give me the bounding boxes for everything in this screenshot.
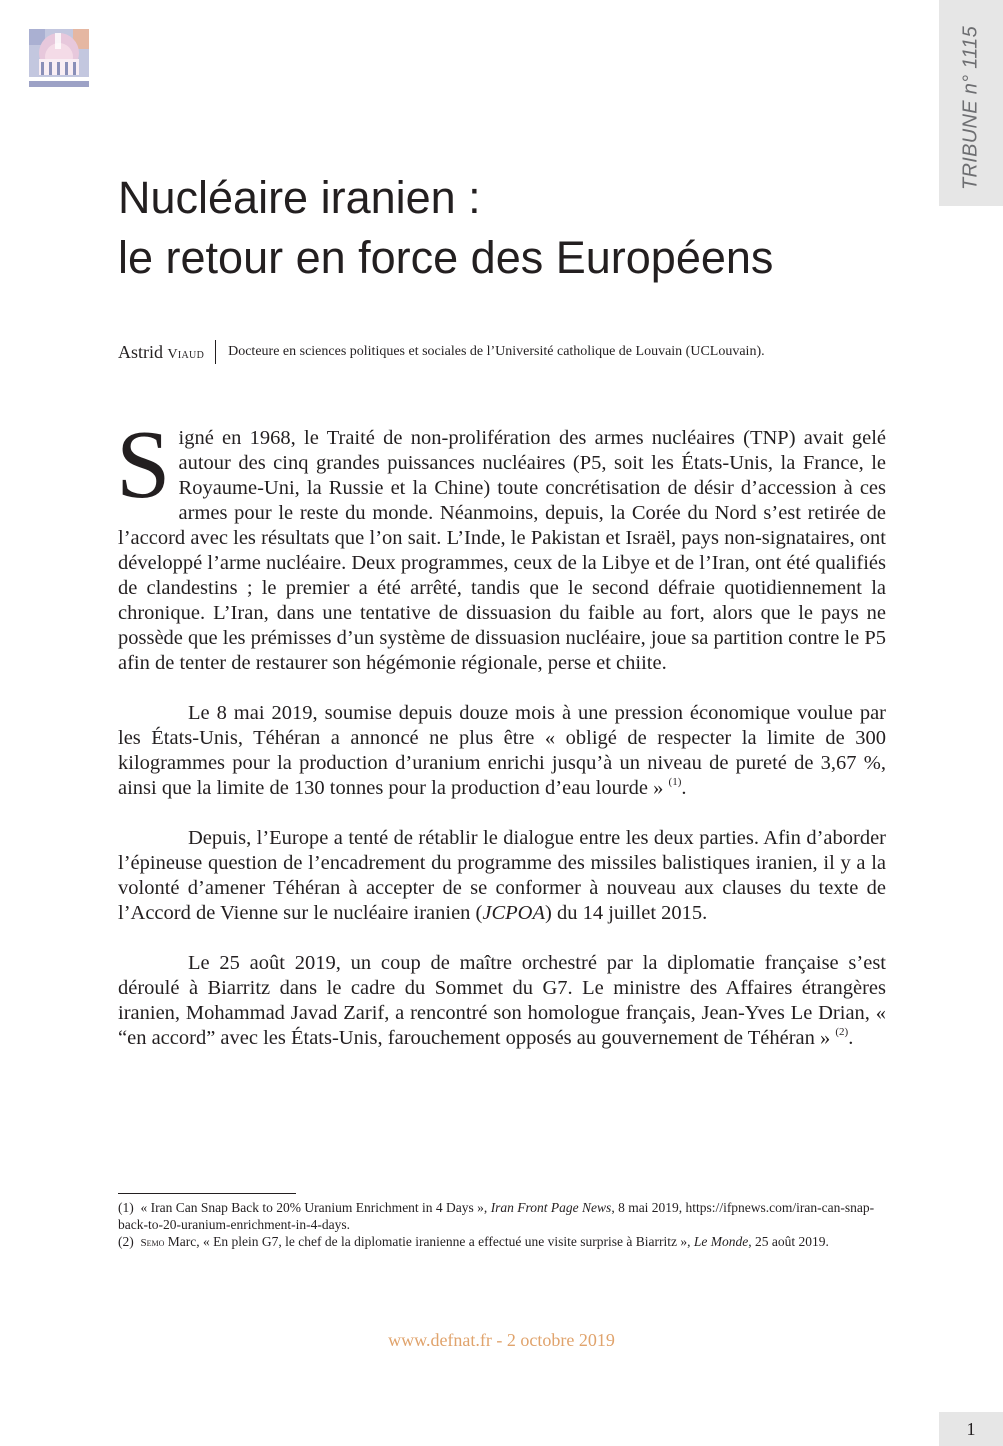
paragraph-4: [118, 951, 886, 1051]
paragraph-3-before: Depuis, l’Europe a tenté de rétablir le dialogue entre les deux parties. Afin d’aborder l’épineuse question de l’encadrement du programme des missiles balistiques iranien, il y a la volonté d’amener Téhéran à accepter de se conformer à nouveau aux clauses du texte de l’Accord de Vienne sur le nucléaire iranien (: [118, 827, 886, 924]
footnote-ref-2[interactable]: (2): [835, 1026, 849, 1038]
paragraph-3: [118, 826, 886, 926]
paragraph-1-text: igné en 1968, le Traité de non-prolifération des armes nucléaires (TNP) avait gelé autour des cinq grandes puissances nucléaires (P5, soit les États-Unis, la France, le Royaume-Uni, la Russie et la Chine) toute concrétisation de désir d’accession à ces armes pour le reste du monde. Néanmoins, depuis, la Corée du Nord s’est retirée de l’accord avec les résultats que l’on sait. L’Inde, le Pakistan et Israël, pays non-signataires, ont développé l’arme nucléaire. Deux programmes, ceux de la Libye et de l’Iran, ont été qualifiés de clandestins ; le premier a été arrêté, tandis que le second défraie quotidiennement la chronique. L’Iran, dans une tentative de dissuasion du faible au fort, alors que le pays ne possède que les prémisses d’un système de dissuasion nucléaire, joue sa partition contre le P5 afin de tenter de restaurer son hégémonie régionale, perse et chiite.: [118, 427, 886, 674]
author-row: [118, 340, 765, 364]
article-title: [118, 168, 918, 288]
footnote-1-after[interactable]: , 8 mai 2019, https://ifpnews.com/iran-can-snap-back-to-20-uranium-enrichment-in-4-days.: [118, 1200, 875, 1232]
article-body: [116, 411, 886, 1051]
footnote-2-before: Marc, « En plein G7, le chef de la diplomatie iranienne a effectué une visite surprise à Biarritz »,: [167, 1234, 691, 1249]
paragraph-3-after: ) du 14 juillet 2015.: [545, 902, 708, 924]
footnote-2-after: , 25 août 2019.: [748, 1234, 829, 1249]
paragraph-4-end: .: [848, 1027, 854, 1049]
author-name: [118, 342, 204, 363]
tribune-label: TRIBUNE n° 1115: [959, 25, 982, 191]
footnotes: [118, 1199, 886, 1252]
author-separator: [215, 340, 216, 364]
paragraph-3-italic: JCPOA: [482, 902, 546, 924]
footnote-2-author: Semo: [140, 1237, 165, 1249]
tribune-side-tab: [939, 0, 1003, 206]
paragraph-1: [116, 411, 886, 676]
publication-logo: [29, 29, 89, 88]
footnote-1-number: (1): [118, 1200, 134, 1215]
author-first-name: Astrid: [118, 341, 163, 362]
paragraph-2-text: Le 8 mai 2019, soumise depuis douze mois à une pression économique voulue par les États-Unis, Téhéran a annoncé ne plus être « obligé de respecter la limite de 300 kilogrammes pour la production d’uranium enrichi jusqu’à un niveau de pureté de 3,67 %, ainsi que la limite de 130 tonnes pour la production d’eau lourde »: [118, 702, 886, 799]
footnote-1-before: « Iran Can Snap Back to 20% Uranium Enrichment in 4 Days »,: [140, 1200, 488, 1215]
footnote-ref-1[interactable]: (1): [668, 776, 682, 788]
paragraph-4-text: Le 25 août 2019, un coup de maître orchestré par la diplomatie française s’est déroulé à Biarritz dans le cadre du Sommet du G7. Le ministre des Affaires étrangères iranien, Mohammad Javad Zarif, a rencontré son homologue français, Jean-Yves Le Drian, « “en accord” avec les États-Unis, farouchement opposés au gouvernement de Téhéran »: [118, 952, 886, 1049]
footnote-2-number: (2): [118, 1234, 134, 1249]
footnote-divider: [118, 1193, 296, 1194]
page-number: 1: [939, 1412, 1003, 1446]
footnote-1: [118, 1199, 886, 1233]
title-line-2: le retour en force des Européens: [118, 232, 774, 283]
paragraph-2: [118, 701, 886, 801]
paragraph-2-end: .: [681, 777, 687, 799]
drop-cap: S: [116, 411, 171, 519]
title-line-1: Nucléaire iranien :: [118, 172, 481, 223]
author-last-name: Viaud: [167, 346, 205, 362]
footer-url-date[interactable]: www.defnat.fr - 2 octobre 2019: [388, 1330, 615, 1350]
footnote-2-source: Le Monde: [693, 1234, 749, 1249]
footnote-1-source: Iran Front Page News: [490, 1200, 612, 1215]
author-affiliation: Docteure en sciences politiques et sociales de l’Université catholique de Louvain (UCLouvain).: [228, 344, 765, 359]
footnote-2: [118, 1233, 886, 1252]
